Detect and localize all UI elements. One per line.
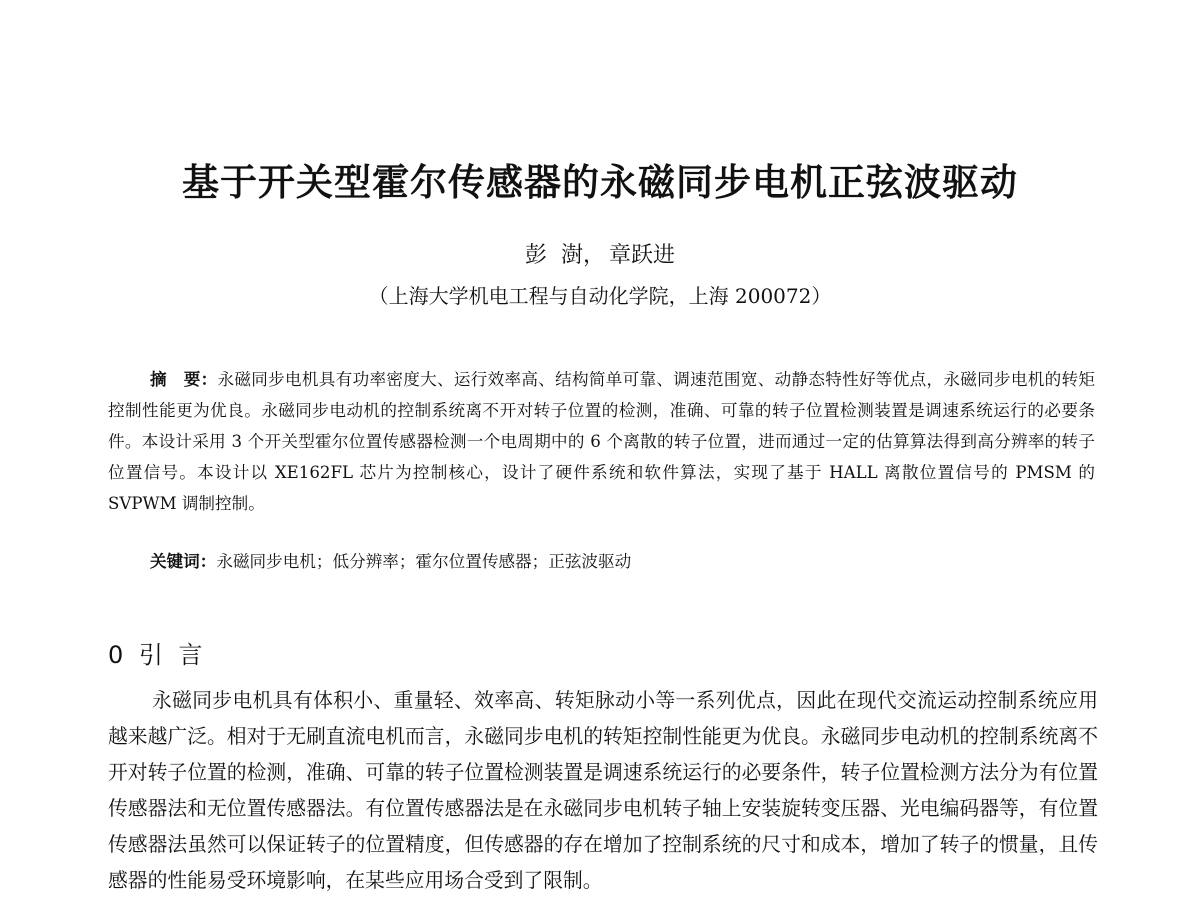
author-name: 章跃进: [609, 243, 676, 268]
keywords-text: 永磁同步电机；低分辨率；霍尔位置传感器；正弦波驱动: [216, 552, 632, 571]
author-separator: ，: [582, 243, 605, 268]
author-affiliation: （上海大学机电工程与自动化学院，上海 200072）: [368, 284, 832, 308]
abstract-text: 永磁同步电机具有功率密度大、运行效率高、结构简单可靠、调速范围宽、动静态特性好等优点，永磁同步电机的转矩控制性能更为优良。永磁同步电动机的控制系统离不开对转子位置的检测，准确、可靠的转子位置检测装置是调速系统运行的必要条件。本设计采用 3 个开关型霍尔位置传感器检测一个电周期中的 6 个离散的转子位置，进而通过一定的估算算法得到高分辨率的转子位置信号。本设计以 XE162FL 芯片为控制核心，设计了硬件系统和软件算法，实现了基于 HALL 离散位置信号的 PMSM 的 SVPWM 调制控制。: [108, 370, 1096, 513]
paper-title: 基于开关型霍尔传感器的永磁同步电机正弦波驱动: [182, 161, 1018, 204]
abstract-label: 摘 要：: [150, 370, 218, 389]
body-paragraph: 永磁同步电机具有体积小、重量轻、效率高、转矩脉动小等一系列优点，因此在现代交流运动控制系统应用越来越广泛。相对于无刷直流电机而言，永磁同步电机的转矩控制性能更为优良。永磁同步电动机的控制系统离不开对转子位置的检测，准确、可靠的转子位置检测装置是调速系统运行的必要条件，转子位置检测方法分为有位置传感器法和无位置传感器法。有位置传感器法是在永磁同步电机转子轴上安装旋转变压器、光电编码器等，有位置传感器法虽然可以保证转子的位置精度，但传感器的存在增加了控制系统的尺寸和成本，增加了转子的惯量，且传感器的性能易受环境影响，在某些应用场合受到了限制。: [108, 689, 1098, 892]
abstract-paragraph: [108, 364, 1095, 519]
section-heading-introduction: 0 引 言: [108, 641, 207, 669]
author-name: 彭 澍: [524, 243, 583, 268]
author-line: [0, 241, 1200, 271]
keywords-line: [150, 546, 1095, 577]
keywords-label: 关键词：: [150, 552, 217, 571]
